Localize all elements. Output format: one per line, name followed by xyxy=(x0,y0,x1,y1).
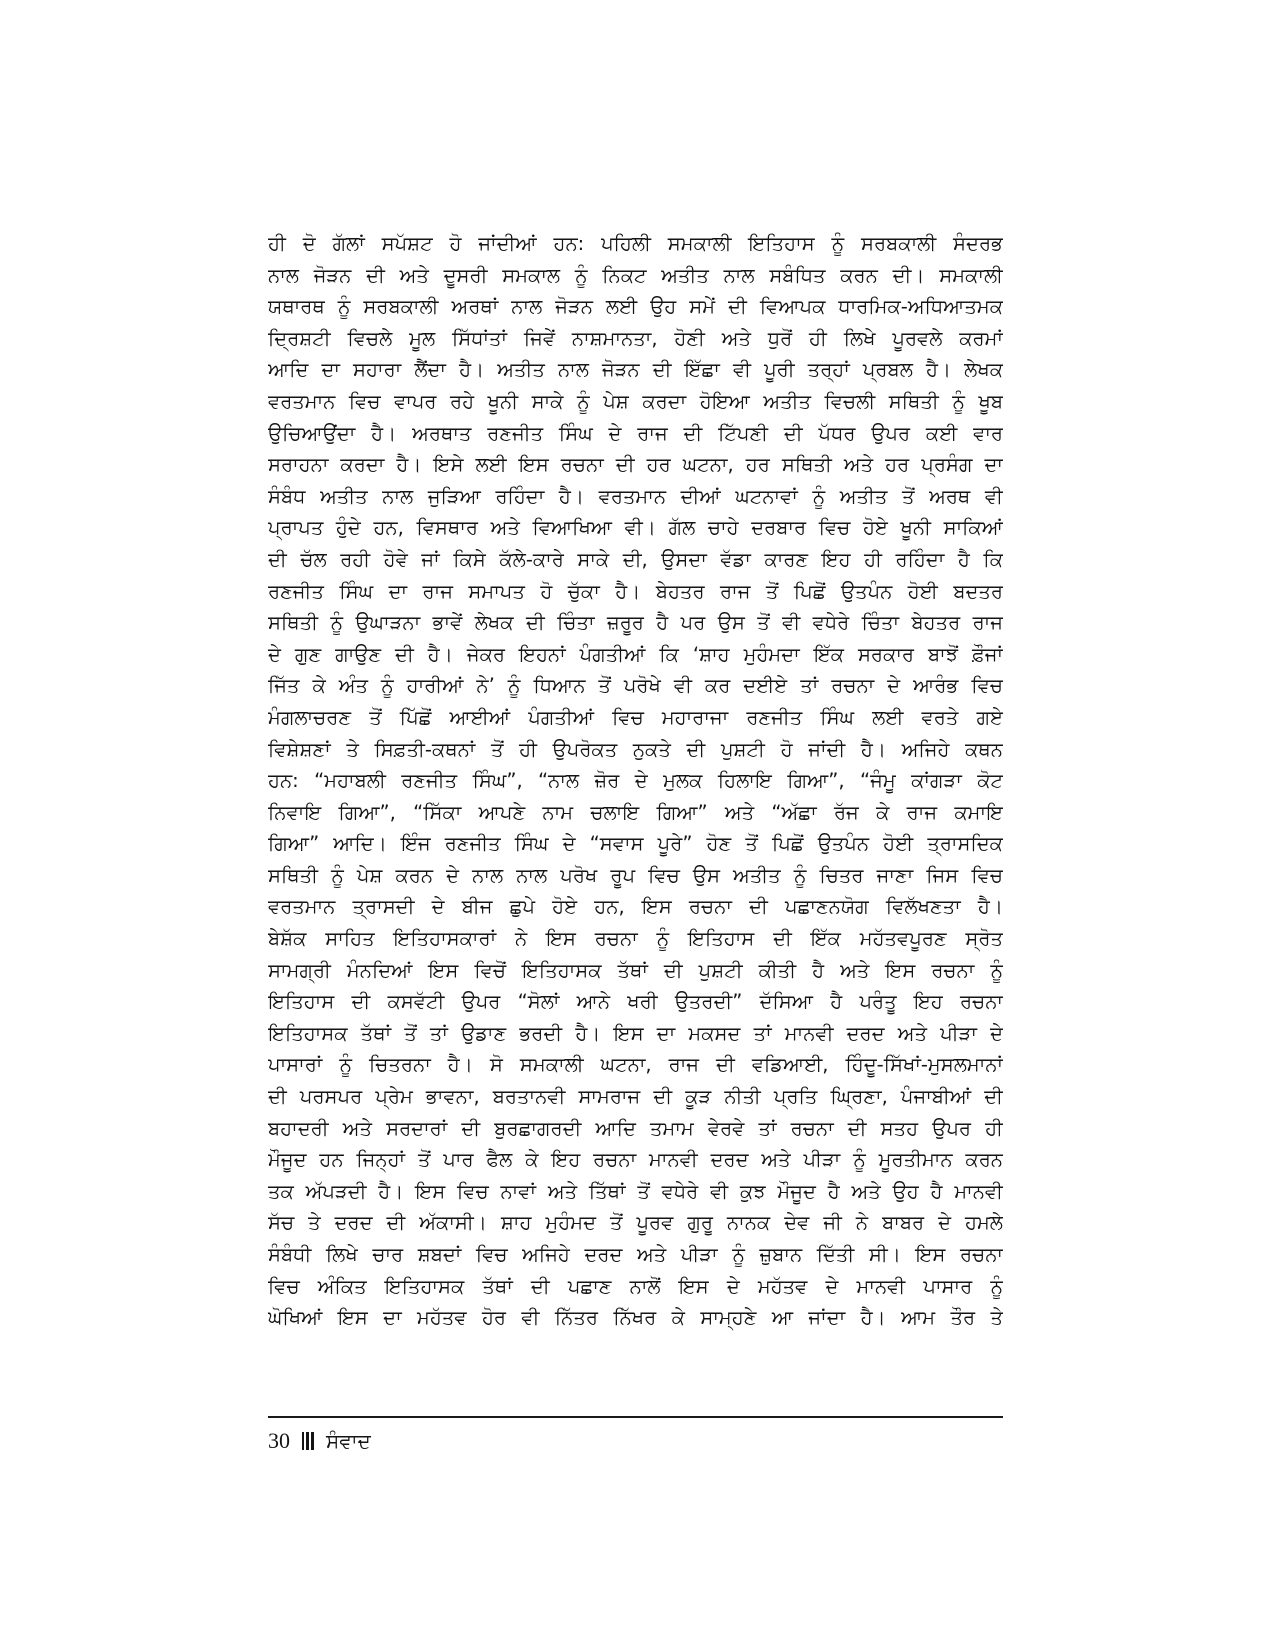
text-line: ਮੌਜੂਦ ਹਨ ਜਿਨ੍ਹਾਂ ਤੋਂ ਪਾਰ ਫੈਲ ਕੇ ਇਹ ਰਚਨਾ ਮਾਨਵੀ ਦਰਦ ਅਤੇ ਪੀੜਾ ਨੂੰ ਮੂਰਤੀਮਾਨ ਕਰਨ xyxy=(268,1148,1003,1172)
text-line: ਦੀ ਚੱਲ ਰਹੀ ਹੋਵੇ ਜਾਂ ਕਿਸੇ ਕੱਲੇ-ਕਾਰੇ ਸਾਕੇ ਦੀ, ਉਸਦਾ ਵੱਡਾ ਕਾਰਣ ਇਹ ਹੀ ਰਹਿੰਦਾ ਹੈ ਕਿ xyxy=(268,547,1003,571)
text-line: ਵਿਸ਼ੇਸ਼ਣਾਂ ਤੇ ਸਿਫ਼ਤੀ-ਕਥਨਾਂ ਤੋਂ ਹੀ ਉਪਰੋਕਤ ਨੁਕਤੇ ਦੀ ਪੁਸ਼ਟੀ ਹੋ ਜਾਂਦੀ ਹੈ। ਅਜਿਹੇ ਕਥਨ xyxy=(268,737,1003,761)
text-line: ਜਿੱਤ ਕੇ ਅੰਤ ਨੂੰ ਹਾਰੀਆਂ ਨੇ’ ਨੂੰ ਧਿਆਨ ਤੋਂ ਪਰੋਖੇ ਵੀ ਕਰ ਦਈਏ ਤਾਂ ਰਚਨਾ ਦੇ ਆਰੰਭ ਵਿਚ xyxy=(268,674,1003,698)
text-line: ਸੱਚ ਤੇ ਦਰਦ ਦੀ ਅੱਕਾਸੀ। ਸ਼ਾਹ ਮੁਹੰਮਦ ਤੋਂ ਪੂਰਵ ਗੁਰੂ ਨਾਨਕ ਦੇਵ ਜੀ ਨੇ ਬਾਬਰ ਦੇ ਹਮਲੇ xyxy=(268,1211,1003,1235)
text-line: ਇਤਿਹਾਸ ਦੀ ਕਸਵੱਟੀ ਉਪਰ “ਸੋਲਾਂ ਆਨੇ ਖਰੀ ਉਤਰਦੀ” ਦੱਸਿਆ ਹੈ ਪਰੰਤੂ ਇਹ ਰਚਨਾ xyxy=(268,990,1003,1014)
text-line: ਸਰਾਹਨਾ ਕਰਦਾ ਹੈ। ਇਸੇ ਲਈ ਇਸ ਰਚਨਾ ਦੀ ਹਰ ਘਟਨਾ, ਹਰ ਸਥਿਤੀ ਅਤੇ ਹਰ ਪ੍ਰਸੰਗ ਦਾ xyxy=(268,453,1003,477)
text-line: ਯਥਾਰਥ ਨੂੰ ਸਰਬਕਾਲੀ ਅਰਥਾਂ ਨਾਲ ਜੋੜਨ ਲਈ ਉਹ ਸਮੇਂ ਦੀ ਵਿਆਪਕ ਧਾਰਮਿਕ-ਅਧਿਆਤਮਕ xyxy=(268,295,1003,319)
text-line: ਘੋਖਿਆਂ ਇਸ ਦਾ ਮਹੱਤਵ ਹੋਰ ਵੀ ਨਿੱਤਰ ਨਿੱਖਰ ਕੇ ਸਾਮ੍ਹਣੇ ਆ ਜਾਂਦਾ ਹੈ। ਆਮ ਤੌਰ ਤੇ xyxy=(268,1306,1003,1330)
text-line: ਨਾਲ ਜੋੜਨ ਦੀ ਅਤੇ ਦੂਸਰੀ ਸਮਕਾਲ ਨੂੰ ਨਿਕਟ ਅਤੀਤ ਨਾਲ ਸਬੰਧਿਤ ਕਰਨ ਦੀ। ਸਮਕਾਲੀ xyxy=(268,263,1003,287)
text-line: ਦੇ ਗੁਣ ਗਾਉਣ ਦੀ ਹੈ। ਜੇਕਰ ਇਹਨਾਂ ਪੰਗਤੀਆਂ ਕਿ ‘ਸ਼ਾਹ ਮੁਹੰਮਦਾ ਇੱਕ ਸਰਕਾਰ ਬਾਝੋਂ ਫ਼ੌਜਾਂ xyxy=(268,642,1003,666)
text-line: ਵਰਤਮਾਨ ਤ੍ਰਾਸਦੀ ਦੇ ਬੀਜ ਛੁਪੇ ਹੋਏ ਹਨ, ਇਸ ਰਚਨਾ ਦੀ ਪਛਾਣਨਯੋਗ ਵਿਲੱਖਣਤਾ ਹੈ। xyxy=(268,895,1003,919)
text-line: ਤਕ ਅੱਪੜਦੀ ਹੈ। ਇਸ ਵਿਚ ਨਾਵਾਂ ਅਤੇ ਤਿੱਥਾਂ ਤੋਂ ਵਧੇਰੇ ਵੀ ਕੁਝ ਮੌਜੂਦ ਹੈ ਅਤੇ ਉਹ ਹੈ ਮਾਨਵੀ xyxy=(268,1179,1003,1203)
text-line: ਰਣਜੀਤ ਸਿੰਘ ਦਾ ਰਾਜ ਸਮਾਪਤ ਹੋ ਚੁੱਕਾ ਹੈ। ਬੇਹਤਰ ਰਾਜ ਤੋਂ ਪਿਛੋਂ ਉਤਪੰਨ ਹੋਈ ਬਦਤਰ xyxy=(268,579,1003,603)
body-paragraph xyxy=(268,228,1003,1334)
text-line: ਹੀ ਦੋ ਗੱਲਾਂ ਸਪੱਸ਼ਟ ਹੋ ਜਾਂਦੀਆਂ ਹਨ: ਪਹਿਲੀ ਸਮਕਾਲੀ ਇਤਿਹਾਸ ਨੂੰ ਸਰਬਕਾਲੀ ਸੰਦਰਭ xyxy=(268,232,1003,255)
text-line: ਬੇਸ਼ੱਕ ਸਾਹਿਤ ਇਤਿਹਾਸਕਾਰਾਂ ਨੇ ਇਸ ਰਚਨਾ ਨੂੰ ਇਤਿਹਾਸ ਦੀ ਇੱਕ ਮਹੱਤਵਪੂਰਣ ਸ੍ਰੋਤ xyxy=(268,927,1003,951)
text-line: ਬਹਾਦਰੀ ਅਤੇ ਸਰਦਾਰਾਂ ਦੀ ਬੁਰਛਾਗਰਦੀ ਆਦਿ ਤਮਾਮ ਵੇਰਵੇ ਤਾਂ ਰਚਨਾ ਦੀ ਸਤਹ ਉਪਰ ਹੀ xyxy=(268,1116,1003,1140)
text-line: ਵਿਚ ਅੰਕਿਤ ਇਤਿਹਾਸਕ ਤੱਥਾਂ ਦੀ ਪਛਾਣ ਨਾਲੋਂ ਇਸ ਦੇ ਮਹੱਤਵ ਦੇ ਮਾਨਵੀ ਪਾਸਾਰ ਨੂੰ xyxy=(268,1274,1003,1298)
text-line: ਪਾਸਾਰਾਂ ਨੂੰ ਚਿਤਰਨਾ ਹੈ। ਸੋ ਸਮਕਾਲੀ ਘਟਨਾ, ਰਾਜ ਦੀ ਵਡਿਆਈ, ਹਿੰਦੂ-ਸਿੱਖਾਂ-ਮੁਸਲਮਾਨਾਂ xyxy=(268,1053,1003,1077)
text-line: ਨਿਵਾਇ ਗਿਆ”, “ਸਿੱਕਾ ਆਪਣੇ ਨਾਮ ਚਲਾਇ ਗਿਆ” ਅਤੇ “ਅੱਛਾ ਰੱਜ ਕੇ ਰਾਜ ਕਮਾਇ xyxy=(268,800,1003,824)
text-line: ਮੰਗਲਾਚਰਣ ਤੋਂ ਪਿੱਛੋਂ ਆਈਆਂ ਪੰਗਤੀਆਂ ਵਿਚ ਮਹਾਰਾਜਾ ਰਣਜੀਤ ਸਿੰਘ ਲਈ ਵਰਤੇ ਗਏ xyxy=(268,705,1003,729)
text-line: ਆਦਿ ਦਾ ਸਹਾਰਾ ਲੈਂਦਾ ਹੈ। ਅਤੀਤ ਨਾਲ ਜੋੜਨ ਦੀ ਇੱਛਾ ਵੀ ਪੂਰੀ ਤਰ੍ਹਾਂ ਪ੍ਰਬਲ ਹੈ। ਲੇਖਕ xyxy=(268,358,1003,382)
text-line: ਸੰਬੰਧੀ ਲਿਖੇ ਚਾਰ ਸ਼ਬਦਾਂ ਵਿਚ ਅਜਿਹੇ ਦਰਦ ਅਤੇ ਪੀੜਾ ਨੂੰ ਜ਼ੁਬਾਨ ਦਿੱਤੀ ਸੀ। ਇਸ ਰਚਨਾ xyxy=(268,1243,1003,1266)
text-line: ਉਚਿਆਉਂਦਾ ਹੈ। ਅਰਥਾਤ ਰਣਜੀਤ ਸਿੰਘ ਦੇ ਰਾਜ ਦੀ ਟਿੱਪਣੀ ਦੀ ਪੱਧਰ ਉਪਰ ਕਈ ਵਾਰ xyxy=(268,421,1003,445)
text-line: ਗਿਆ” ਆਦਿ। ਇੰਜ ਰਣਜੀਤ ਸਿੰਘ ਦੇ “ਸਵਾਸ ਪੂਰੇ” ਹੋਣ ਤੋਂ ਪਿਛੋਂ ਉਤਪੰਨ ਹੋਈ ਤ੍ਰਾਸਦਿਕ xyxy=(268,832,1003,856)
text-line: ਦ੍ਰਿਸ਼ਟੀ ਵਿਚਲੇ ਮੂਲ ਸਿੱਧਾਂਤਾਂ ਜਿਵੇਂ ਨਾਸ਼ਮਾਨਤਾ, ਹੋਣੀ ਅਤੇ ਧੁਰੋਂ ਹੀ ਲਿਖੇ ਪੂਰਵਲੇ ਕਰਮਾਂ xyxy=(268,326,1003,350)
text-line: ਸਾਮਗ੍ਰੀ ਮੰਨਦਿਆਂ ਇਸ ਵਿਚੋਂ ਇਤਿਹਾਸਕ ਤੱਥਾਂ ਦੀ ਪੁਸ਼ਟੀ ਕੀਤੀ ਹੈ ਅਤੇ ਇਸ ਰਚਨਾ ਨੂੰ xyxy=(268,958,1003,982)
text-line: ਸਥਿਤੀ ਨੂੰ ਪੇਸ਼ ਕਰਨ ਦੇ ਨਾਲ ਨਾਲ ਪਰੋਖ ਰੂਪ ਵਿਚ ਉਸ ਅਤੀਤ ਨੂੰ ਚਿਤਰ ਜਾਣਾ ਜਿਸ ਵਿਚ xyxy=(268,863,1003,887)
text-line: ਇਤਿਹਾਸਕ ਤੱਥਾਂ ਤੋਂ ਤਾਂ ਉਡਾਣ ਭਰਦੀ ਹੈ। ਇਸ ਦਾ ਮਕਸਦ ਤਾਂ ਮਾਨਵੀ ਦਰਦ ਅਤੇ ਪੀੜਾ ਦੇ xyxy=(268,1021,1003,1045)
footer-rule xyxy=(268,1416,1003,1418)
text-line: ਪ੍ਰਾਪਤ ਹੁੰਦੇ ਹਨ, ਵਿਸਥਾਰ ਅਤੇ ਵਿਆਖਿਆ ਵੀ। ਗੱਲ ਚਾਹੇ ਦਰਬਾਰ ਵਿਚ ਹੋਏ ਖੂਨੀ ਸਾਕਿਆਂ xyxy=(268,516,1003,540)
triple-bar-icon xyxy=(302,1431,314,1451)
text-line: ਹਨ: “ਮਹਾਬਲੀ ਰਣਜੀਤ ਸਿੰਘ”, “ਨਾਲ ਜ਼ੋਰ ਦੇ ਮੁਲਕ ਹਿਲਾਇ ਗਿਆ”, “ਜੰਮੂ ਕਾਂਗੜਾ ਕੋਟ xyxy=(268,769,1003,793)
page-footer xyxy=(268,1426,371,1456)
text-line: ਦੀ ਪਰਸਪਰ ਪ੍ਰੇਮ ਭਾਵਨਾ, ਬਰਤਾਨਵੀ ਸਾਮਰਾਜ ਦੀ ਕੂੜ ਨੀਤੀ ਪ੍ਰਤਿ ਘ੍ਰਿਣਾ, ਪੰਜਾਬੀਆਂ ਦੀ xyxy=(268,1085,1003,1109)
page-number: 30 xyxy=(268,1428,290,1453)
text-line: ਵਰਤਮਾਨ ਵਿਚ ਵਾਪਰ ਰਹੇ ਖੂਨੀ ਸਾਕੇ ਨੂੰ ਪੇਸ਼ ਕਰਦਾ ਹੋਇਆ ਅਤੀਤ ਵਿਚਲੀ ਸਥਿਤੀ ਨੂੰ ਖੂਬ xyxy=(268,389,1003,413)
journal-name: ਸੰਵਾਦ xyxy=(326,1429,371,1453)
text-line: ਸੰਬੰਧ ਅਤੀਤ ਨਾਲ ਜੁੜਿਆ ਰਹਿੰਦਾ ਹੈ। ਵਰਤਮਾਨ ਦੀਆਂ ਘਟਨਾਵਾਂ ਨੂੰ ਅਤੀਤ ਤੋਂ ਅਰਥ ਵੀ xyxy=(268,484,1003,508)
text-line: ਸਥਿਤੀ ਨੂੰ ਉਘਾੜਨਾ ਭਾਵੇਂ ਲੇਖਕ ਦੀ ਚਿੰਤਾ ਜ਼ਰੂਰ ਹੈ ਪਰ ਉਸ ਤੋਂ ਵੀ ਵਧੇਰੇ ਚਿੰਤਾ ਬੇਹਤਰ ਰਾਜ xyxy=(268,611,1003,635)
